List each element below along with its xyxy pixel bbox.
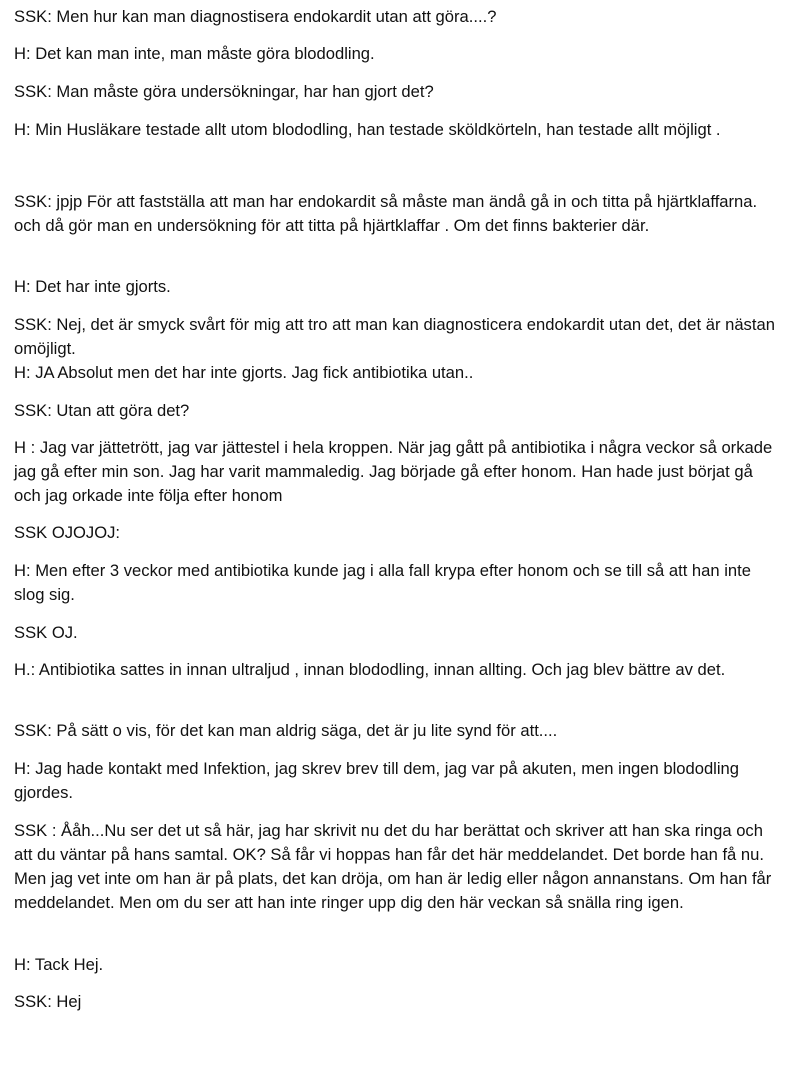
transcript-line: H.: Antibiotika sattes in innan ultraljud , innan blododling, innan allting. Och jag blev bättre av det. [14,660,726,679]
transcript-line: H: Det kan man inte, man måste göra blododling. [14,44,375,63]
transcript-line: SSK: På sätt o vis, för det kan man aldrig säga, det är ju lite synd för att.... [14,721,558,740]
transcript-line: SSK: jpjp För att fastställa att man har endokardit så måste man ändå gå in och titta på hjärtklaffarna. och då gör man en undersökning för att titta på hjärtklaffar . Om det finns bakterier där. [14,192,758,235]
transcript-line: SSK: Utan att göra det? [14,401,190,420]
transcript-line: SSK: Men hur kan man diagnostisera endokardit utan att göra....? [14,7,497,26]
transcript-line: SSK: Nej, det är smyck svårt för mig att tro att man kan diagnosticera endokardit utan det, det är nästan omöjligt. [14,315,775,358]
transcript-line: H: Men efter 3 veckor med antibiotika kunde jag i alla fall krypa efter honom och se till så att han inte slog sig. [14,561,751,604]
transcript-line: H: Tack Hej. [14,955,104,974]
transcript-line: H: JA Absolut men det har inte gjorts. Jag fick antibiotika utan.. [14,363,474,382]
transcript-line: H: Min Husläkare testade allt utom blododling, han testade sköldkörteln, han testade allt möjligt . [14,120,721,139]
transcript-line: H: Jag hade kontakt med Infektion, jag skrev brev till dem, jag var på akuten, men ingen blododling gjordes. [14,759,740,802]
transcript-line: H: Det har inte gjorts. [14,277,171,296]
transcript-line: SSK OJOJOJ: [14,523,121,542]
transcript-line: SSK: Hej [14,992,82,1011]
transcript-line: SSK : Ååh...Nu ser det ut så här, jag har skrivit nu det du har berättat och skriver att han ska ringa och att du väntar på hans samtal. OK? Så får vi hoppas han får det här meddelandet. Det borde han få nu. Men jag vet inte om han är på plats, det kan dröja, om han är ledig eller någon annanstans. Om han får meddelandet. Men om du ser att han inte ringer upp dig den här veckan så snälla ring igen. [14,821,772,912]
transcript-line: SSK: Man måste göra undersökningar, har han gjort det? [14,82,434,101]
transcript-line: H : Jag var jättetrött, jag var jättestel i hela kroppen. När jag gått på antibiotika i några veckor så orkade jag gå efter min son. Jag har varit mammaledig. Jag började gå efter honom. Han hade just börjat gå och jag orkade inte följa efter honom [14,438,773,505]
transcript-line: SSK OJ. [14,623,78,642]
